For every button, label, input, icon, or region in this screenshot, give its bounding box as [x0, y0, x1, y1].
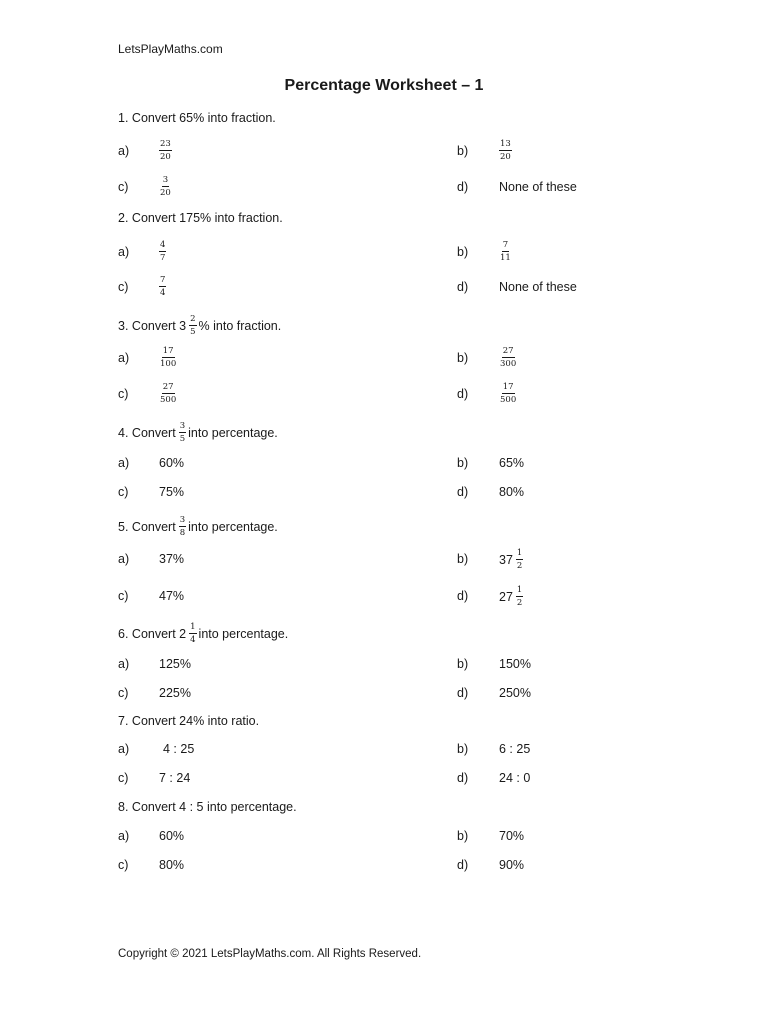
question-number: 8.: [118, 800, 129, 814]
question-prefix: Convert 4 : 5 into percentage.: [131, 800, 297, 814]
question-fraction: [189, 315, 196, 336]
fraction-numerator: 1: [516, 548, 523, 558]
question-suffix: into percentage.: [188, 425, 278, 440]
option-value: [163, 742, 194, 756]
option-value: [159, 686, 191, 700]
option-fraction: [516, 549, 523, 570]
question-fraction: [179, 422, 186, 443]
option-text: 60%: [159, 829, 185, 843]
option-text: 250%: [499, 686, 531, 700]
question-number: 5.: [118, 519, 129, 534]
option-letter: d): [457, 686, 469, 700]
fraction-denominator: 7: [160, 252, 166, 263]
fraction-numerator: 27: [162, 382, 174, 392]
question-text: [118, 211, 283, 225]
fraction-denominator: 5: [179, 433, 186, 444]
option-text: 225%: [159, 686, 191, 700]
option-value: [499, 140, 512, 161]
option-fraction: [159, 383, 177, 404]
question-fraction: [189, 623, 196, 644]
option-value: [159, 276, 166, 297]
question-number: 2.: [118, 211, 129, 225]
option-value: [159, 140, 172, 161]
fraction-denominator: 5: [190, 326, 196, 337]
fraction-numerator: 17: [502, 382, 514, 392]
question-number: 1.: [118, 111, 129, 125]
option-letter: a): [118, 657, 130, 671]
question-prefix: Convert 24% into ratio.: [131, 714, 260, 728]
option-value: [499, 657, 531, 671]
option-text: 6 : 25: [499, 742, 531, 756]
question-text: [118, 623, 288, 644]
option-letter: a): [118, 829, 130, 843]
option-letter: a): [118, 245, 130, 259]
question-text: [118, 714, 259, 728]
option-text: 75%: [159, 485, 185, 499]
option-letter: c): [118, 858, 129, 872]
option-fraction: [159, 176, 172, 197]
option-text: 90%: [499, 858, 525, 872]
option-value: [159, 241, 166, 262]
option-letter: d): [457, 387, 469, 401]
question-prefix: Convert: [131, 519, 176, 534]
question-prefix: Convert 65% into fraction.: [131, 111, 276, 125]
fraction-denominator: 20: [160, 187, 171, 198]
option-letter: a): [118, 144, 130, 158]
fraction-denominator: 2: [516, 560, 523, 571]
fraction-numerator: 1: [190, 622, 196, 632]
option-value: [499, 549, 523, 570]
site-name: LetsPlayMaths.com: [118, 42, 223, 56]
fraction-denominator: 2: [516, 597, 523, 608]
fraction-numerator: 2: [190, 314, 196, 324]
option-fraction: [159, 276, 166, 297]
fraction-denominator: 20: [500, 151, 511, 162]
option-text: 70%: [499, 829, 525, 843]
option-value: [499, 829, 524, 843]
question-number: 6.: [118, 626, 129, 641]
option-value: [499, 858, 524, 872]
fraction-denominator: 20: [160, 151, 171, 162]
copyright-notice: Copyright © 2021 LetsPlayMaths.com. All Rights Reserved.: [118, 948, 422, 960]
option-value: [159, 176, 172, 197]
option-fraction: [499, 383, 517, 404]
fraction-denominator: 4: [160, 287, 166, 298]
option-letter: b): [457, 456, 469, 470]
option-value: [499, 742, 530, 756]
option-letter: d): [457, 485, 469, 499]
option-letter: c): [118, 771, 129, 785]
option-value: [499, 241, 512, 262]
option-letter: c): [118, 485, 129, 499]
option-value: [499, 686, 531, 700]
option-text: 7 : 24: [159, 771, 191, 785]
fraction-denominator: 300: [500, 358, 517, 369]
question-fraction: [179, 516, 186, 537]
fraction-numerator: 3: [162, 175, 169, 185]
option-text: 37%: [159, 552, 185, 566]
fraction-numerator: 23: [160, 139, 171, 149]
option-value: [499, 180, 577, 194]
question-suffix: % into fraction.: [198, 318, 282, 333]
option-value: [499, 771, 530, 785]
option-text: 125%: [159, 657, 191, 671]
option-value: [159, 858, 184, 872]
option-letter: a): [118, 456, 130, 470]
option-value: [159, 383, 177, 404]
question-text: [118, 111, 276, 125]
option-fraction: [159, 140, 172, 161]
option-text: 80%: [499, 485, 525, 499]
option-value: [159, 771, 190, 785]
option-fraction: [499, 347, 517, 368]
option-letter: c): [118, 180, 129, 194]
option-letter: b): [457, 552, 469, 566]
option-text: 60%: [159, 456, 185, 470]
fraction-numerator: 7: [160, 275, 166, 285]
question-number: 4.: [118, 425, 129, 440]
option-value: [499, 280, 577, 294]
option-text: 65%: [499, 456, 525, 470]
fraction-numerator: 27: [502, 346, 514, 356]
option-letter: a): [118, 351, 130, 365]
option-value: [159, 347, 177, 368]
option-fraction: [159, 347, 177, 368]
option-text: 80%: [159, 858, 185, 872]
option-letter: b): [457, 829, 469, 843]
option-value: [159, 589, 184, 603]
question-prefix: Convert 175% into fraction.: [131, 211, 283, 225]
option-value: [499, 456, 524, 470]
option-letter: d): [457, 589, 469, 603]
fraction-numerator: 7: [502, 240, 509, 250]
option-letter: c): [118, 589, 129, 603]
option-value: [159, 552, 184, 566]
question-suffix: into percentage.: [188, 519, 278, 534]
question-number: 7.: [118, 714, 129, 728]
mixed-whole: 37: [499, 552, 513, 567]
option-letter: d): [457, 180, 469, 194]
option-fraction: [499, 241, 512, 262]
option-value: [499, 586, 523, 607]
fraction-denominator: 11: [500, 252, 511, 263]
option-letter: c): [118, 686, 129, 700]
fraction-numerator: 4: [160, 240, 166, 250]
option-value: [159, 485, 184, 499]
fraction-denominator: 100: [160, 358, 177, 369]
fraction-numerator: 3: [179, 515, 186, 525]
fraction-numerator: 1: [516, 585, 523, 595]
option-letter: d): [457, 771, 469, 785]
question-text: [118, 422, 278, 443]
option-text: 150%: [499, 657, 531, 671]
question-number: 3.: [118, 318, 129, 333]
question-text: [118, 315, 281, 336]
mixed-number: [499, 586, 523, 607]
option-letter: b): [457, 351, 469, 365]
option-letter: a): [118, 742, 130, 756]
question-prefix: Convert 2: [131, 626, 187, 641]
option-text: 4 : 25: [163, 742, 195, 756]
option-value: [159, 829, 184, 843]
fraction-numerator: 17: [162, 346, 174, 356]
option-fraction: [516, 586, 523, 607]
option-letter: d): [457, 858, 469, 872]
option-letter: c): [118, 387, 129, 401]
worksheet-title: Percentage Worksheet – 1: [284, 77, 484, 94]
option-value: [499, 383, 517, 404]
option-fraction: [159, 241, 166, 262]
option-text: 24 : 0: [499, 771, 531, 785]
fraction-numerator: 13: [500, 139, 511, 149]
option-letter: b): [457, 245, 469, 259]
option-text: None of these: [499, 280, 577, 294]
option-letter: b): [457, 144, 469, 158]
option-letter: a): [118, 552, 130, 566]
option-value: [159, 456, 184, 470]
mixed-whole: 27: [499, 589, 513, 604]
question-prefix: Convert: [131, 425, 176, 440]
question-prefix: Convert 3: [131, 318, 187, 333]
question-text: [118, 516, 278, 537]
option-value: [499, 347, 517, 368]
option-text: None of these: [499, 180, 577, 194]
option-letter: d): [457, 280, 469, 294]
mixed-number: [499, 549, 523, 570]
fraction-denominator: 4: [190, 634, 196, 645]
fraction-denominator: 500: [160, 394, 177, 405]
fraction-numerator: 3: [179, 421, 186, 431]
option-value: [159, 657, 191, 671]
fraction-denominator: 500: [500, 394, 517, 405]
option-letter: b): [457, 742, 469, 756]
fraction-denominator: 8: [179, 527, 186, 538]
option-text: 47%: [159, 589, 185, 603]
option-fraction: [499, 140, 512, 161]
question-text: [118, 800, 297, 814]
option-letter: c): [118, 280, 129, 294]
option-letter: b): [457, 657, 469, 671]
option-value: [499, 485, 524, 499]
question-suffix: into percentage.: [198, 626, 289, 641]
